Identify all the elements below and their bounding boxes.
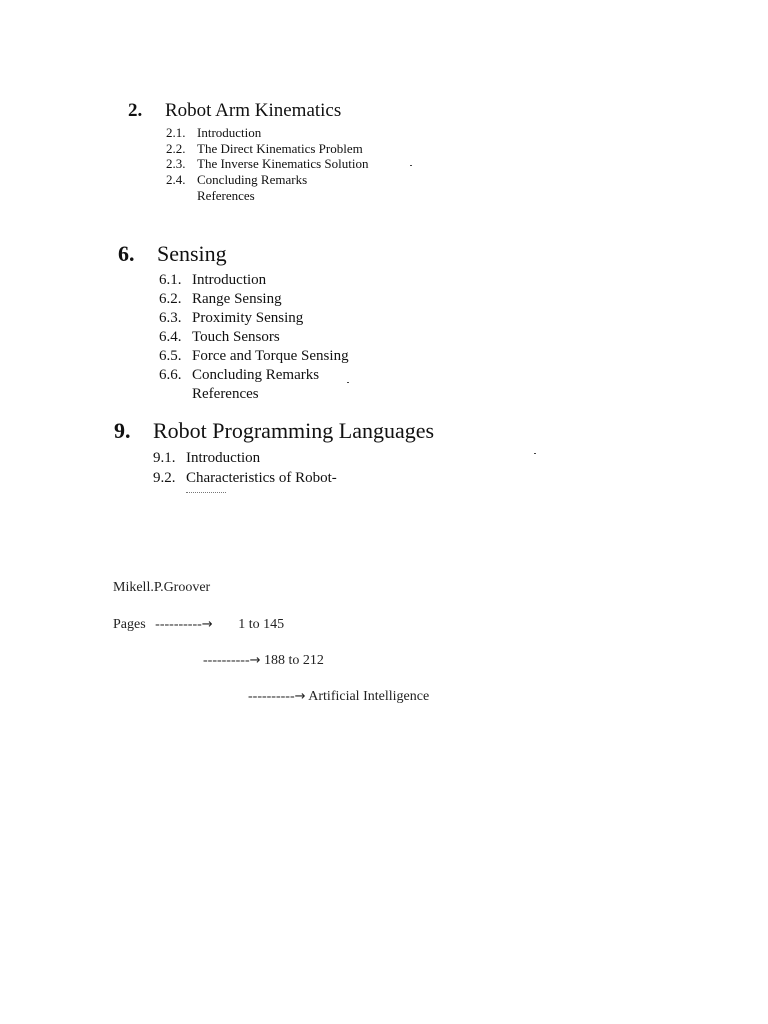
section-label: Concluding Remarks xyxy=(192,367,320,383)
pages-line-2 xyxy=(203,653,324,669)
pages-label: Pages xyxy=(113,617,146,632)
section-label: References xyxy=(197,188,255,203)
section-label: References xyxy=(192,386,259,402)
section-label: Introduction xyxy=(192,272,267,288)
section-number: 2.3. xyxy=(166,156,186,171)
section-label: The Inverse Kinematics Solution xyxy=(197,156,369,171)
section-label: Touch Sensors xyxy=(192,329,280,345)
section-number: 6.2. xyxy=(159,291,182,307)
section-label: Force and Torque Sensing xyxy=(192,348,349,364)
chapter-2-title: Robot Arm Kinematics xyxy=(165,100,342,121)
dashes: ---------- xyxy=(155,617,202,632)
pages-line-1 xyxy=(113,617,284,633)
section-label: Introduction xyxy=(197,125,262,140)
chapter-6-title: Sensing xyxy=(157,241,227,266)
section-label: Proximity Sensing xyxy=(192,310,304,326)
page-range-2: 188 to 212 xyxy=(264,653,324,668)
section-label: The Direct Kinematics Problem xyxy=(197,141,363,156)
page-range-1: 1 to 145 xyxy=(238,617,285,632)
section-number: 2.1. xyxy=(166,125,186,140)
topic-label: Artificial Intelligence xyxy=(308,689,430,704)
scan-speck xyxy=(410,165,412,166)
chapter-9-title: Robot Programming Languages xyxy=(153,418,435,443)
section-number: 6.5. xyxy=(159,348,182,364)
chapter-6-number: 6. xyxy=(118,241,135,266)
section-number: 6.1. xyxy=(159,272,182,288)
section-number: 6.6. xyxy=(159,367,182,383)
arrow-right-icon: → xyxy=(294,689,306,704)
section-label: Concluding Remarks xyxy=(197,172,308,187)
chapter-9-number: 9. xyxy=(114,418,131,443)
section-label: Introduction xyxy=(186,450,261,466)
section-number: 9.1. xyxy=(153,450,176,466)
section-number: 6.4. xyxy=(159,329,182,345)
section-number: 2.2. xyxy=(166,141,186,156)
arrow-right-icon: → xyxy=(249,653,261,668)
section-label: Range Sensing xyxy=(192,291,282,307)
topic-line xyxy=(248,689,429,705)
author-name: Mikell.P.Groover xyxy=(113,580,211,595)
section-number: 6.3. xyxy=(159,310,182,326)
scan-speck xyxy=(534,453,536,454)
scan-speck xyxy=(347,382,349,383)
arrow-right-icon: → xyxy=(201,617,213,632)
section-number: 9.2. xyxy=(153,470,176,486)
chapter-2-number: 2. xyxy=(128,100,143,121)
section-number: 2.4. xyxy=(166,172,186,187)
clipped-line-fragment xyxy=(186,492,226,496)
section-label: Characteristics of Robot- xyxy=(186,470,337,486)
dashes: ---------- xyxy=(203,653,250,668)
dashes: ---------- xyxy=(248,689,295,704)
